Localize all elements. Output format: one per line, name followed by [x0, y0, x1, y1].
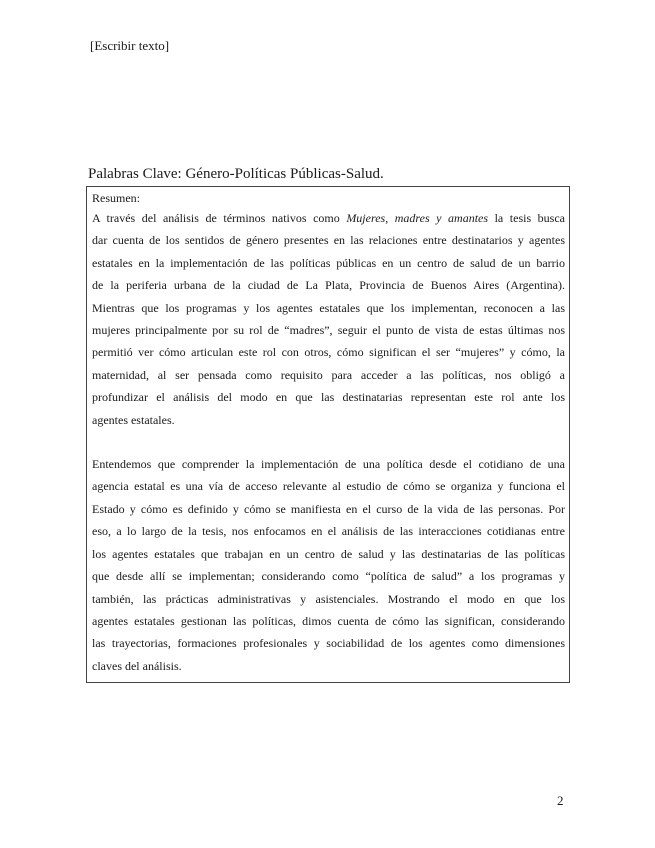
abstract-line: Entendemos que comprender la implementación de una política desde el cotidiano de una	[92, 457, 565, 472]
italic-native-terms: Mujeres, madres y amantes	[346, 211, 489, 225]
keywords-line: Palabras Clave: Género-Políticas Públicas-Salud.	[88, 166, 384, 182]
abstract-line: permitió ver cómo articulan este rol con otros, cómo significan el ser “mujeres” y cómo, la	[92, 345, 565, 360]
header-placeholder-text: [Escribir texto]	[90, 38, 170, 53]
abstract-paragraph-1	[92, 207, 565, 431]
abstract-line: mujeres principalmente por su rol de “madres”, seguir el punto de vista de estas últimas nos	[92, 323, 565, 338]
abstract-line: Mientras que los programas y los agentes estatales que los implementan, reconocen a las	[92, 300, 565, 315]
page-number: 2	[557, 793, 564, 808]
abstract-line: agentes estatales gestionan las políticas, dimos cuenta de cómo las significan, considerando	[92, 613, 565, 628]
abstract-line: eso, a lo largo de la tesis, nos enfocamos en el análisis de las interacciones cotidianas entre	[92, 524, 565, 539]
abstract-line: estatales en la implementación de las políticas públicas en un centro de salud de un barrio	[92, 255, 565, 270]
abstract-line: dar cuenta de los sentidos de género presentes en las relaciones entre destinatarios y agentes	[92, 233, 565, 248]
abstract-line: maternidad, al ser pensada como requisito para acceder a las políticas, nos obligó a	[92, 367, 565, 382]
abstract-line: claves del análisis.	[92, 658, 182, 673]
abstract-line: A través del análisis de términos nativos como Mujeres, madres y amantes la tesis busca	[92, 211, 565, 225]
abstract-line: Estado y cómo es definido y cómo se manifiesta en el curso de la vida de las personas. Por	[92, 501, 565, 516]
abstract-heading: Resumen:	[92, 191, 140, 205]
abstract-line: las trayectorias, formaciones profesionales y sociabilidad de los agentes como dimensiones	[92, 636, 565, 651]
abstract-line: que desde allí se implementan; considerando como “política de salud” a los programas y	[92, 569, 565, 584]
abstract-line: agentes estatales.	[92, 412, 175, 427]
abstract-line: profundizar el análisis del modo en que las destinatarias representan este rol ante los	[92, 390, 565, 405]
abstract-line: los agentes estatales que trabajan en un centro de salud y las destinatarias de las políticas	[92, 546, 565, 561]
abstract-box	[86, 186, 570, 683]
abstract-line: también, las prácticas administrativas y asistenciales. Mostrando el modo en que los	[92, 591, 565, 606]
abstract-paragraph-2	[92, 453, 565, 677]
abstract-line: de la periferia urbana de la ciudad de La Plata, Provincia de Buenos Aires (Argentina).	[92, 278, 565, 293]
abstract-line: agencia estatal es una vía de acceso relevante al estudio de cómo se organiza y funciona el	[92, 479, 565, 494]
